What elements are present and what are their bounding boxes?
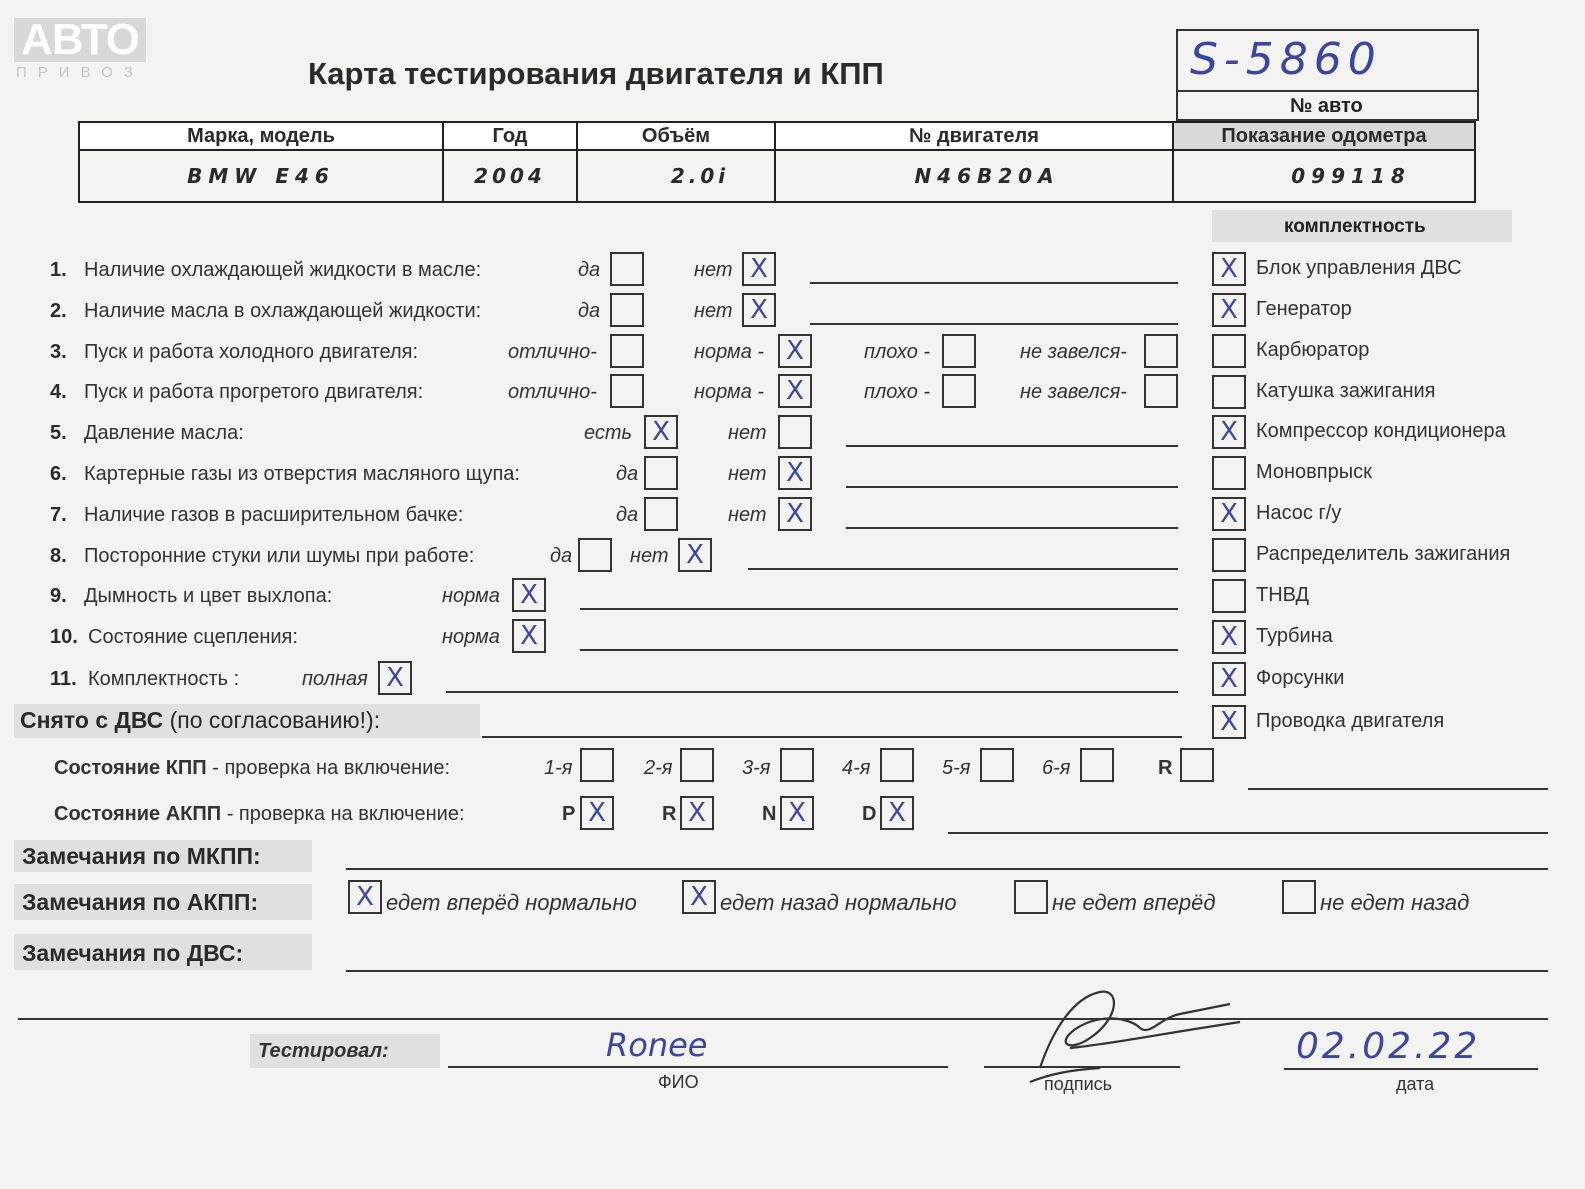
- tested-label: Тестировал:: [258, 1040, 389, 1062]
- akpp-remark-label: едет вперёд нормально: [386, 890, 637, 915]
- kit-item-label: Турбина: [1256, 625, 1333, 647]
- option-checkbox[interactable]: X: [742, 293, 776, 327]
- vehicle-info-table: [78, 121, 1476, 203]
- akpp-remark-label: едет назад нормально: [720, 890, 957, 915]
- option-checkbox[interactable]: X: [512, 578, 546, 612]
- kit-checkbox[interactable]: X: [1212, 252, 1246, 286]
- remarks-dvs-label: Замечания по ДВС:: [22, 940, 244, 966]
- question-number: 9.: [50, 585, 67, 607]
- akpp-label-rest: - проверка на включение:: [221, 803, 465, 825]
- option-label: нет: [694, 300, 733, 322]
- akpp-mode-checkbox[interactable]: X: [780, 796, 814, 830]
- option-checkbox[interactable]: X: [378, 661, 412, 695]
- option-checkbox[interactable]: X: [778, 497, 812, 531]
- option-checkbox[interactable]: [578, 538, 612, 572]
- option-checkbox[interactable]: X: [678, 538, 712, 572]
- sign-label: подпись: [1044, 1074, 1113, 1094]
- kit-checkbox[interactable]: [1212, 538, 1246, 572]
- value-make-model: BMW E46: [79, 150, 443, 202]
- option-label: нет: [728, 504, 767, 526]
- gear-checkbox[interactable]: [1080, 748, 1114, 782]
- option-checkbox[interactable]: [610, 374, 644, 408]
- question-number: 1.: [50, 259, 67, 281]
- option-label: норма -: [694, 341, 765, 363]
- kpp-label: [54, 757, 450, 780]
- col-engine-no: № двигателя: [775, 122, 1173, 150]
- question-text: Давление масла:: [84, 422, 244, 444]
- gear-label: 5-я: [942, 757, 971, 779]
- option-label: полная: [302, 668, 368, 690]
- question-number: 2.: [50, 300, 67, 322]
- gear-checkbox[interactable]: [680, 748, 714, 782]
- kit-title: комплектность: [1284, 216, 1426, 237]
- question-number: 7.: [50, 504, 67, 526]
- gear-label: 3-я: [742, 757, 771, 779]
- option-label: нет: [728, 422, 767, 444]
- akpp-mode-label: N: [762, 803, 777, 825]
- gear-checkbox[interactable]: [880, 748, 914, 782]
- kit-checkbox[interactable]: [1212, 456, 1246, 490]
- kit-checkbox[interactable]: X: [1212, 415, 1246, 449]
- fio-label: ФИО: [658, 1072, 699, 1092]
- option-checkbox[interactable]: [1144, 374, 1178, 408]
- col-volume: Объём: [577, 122, 775, 150]
- removed-label-rest: (по согласованию!):: [163, 707, 381, 733]
- question-number: 11.: [50, 668, 77, 690]
- akpp-mode-checkbox[interactable]: X: [880, 796, 914, 830]
- col-year: Год: [443, 122, 577, 150]
- car-number-value: S-5860: [1190, 34, 1382, 85]
- option-checkbox[interactable]: [610, 334, 644, 368]
- option-label: отлично-: [508, 381, 597, 403]
- kit-checkbox[interactable]: X: [1212, 293, 1246, 327]
- option-label: плохо -: [864, 341, 931, 363]
- date-value: 02.02.22: [1296, 1026, 1481, 1067]
- akpp-mode-checkbox[interactable]: X: [680, 796, 714, 830]
- gear-label: 1-я: [544, 757, 573, 779]
- option-label: да: [616, 463, 639, 485]
- option-label: да: [578, 300, 601, 322]
- removed-label: [20, 707, 380, 734]
- akpp-remark-label: не едет назад: [1320, 890, 1470, 915]
- kit-checkbox[interactable]: X: [1212, 662, 1246, 696]
- question-number: 10.: [50, 626, 78, 648]
- gear-label: R: [1158, 757, 1173, 779]
- akpp-label-bold: Состояние АКПП: [54, 803, 222, 825]
- kit-item-label: ТНВД: [1256, 584, 1310, 606]
- question-number: 5.: [50, 422, 67, 444]
- kit-item-label: Моновпрыск: [1256, 461, 1372, 483]
- option-label: да: [616, 504, 639, 526]
- question-text: Наличие охлаждающей жидкости в масле:: [84, 259, 482, 281]
- question-text: Пуск и работа прогретого двигателя:: [84, 381, 424, 403]
- question-text: Наличие газов в расширительном бачке:: [84, 504, 464, 526]
- kpp-label-bold: Состояние КПП: [54, 757, 207, 779]
- page-title: Карта тестирования двигателя и КПП: [308, 56, 884, 91]
- kit-checkbox[interactable]: X: [1212, 620, 1246, 654]
- option-label: норма: [442, 585, 500, 607]
- col-make-model: Марка, модель: [79, 122, 443, 150]
- kit-checkbox[interactable]: X: [1212, 497, 1246, 531]
- option-label: есть: [584, 422, 633, 444]
- date-label: дата: [1396, 1074, 1435, 1094]
- value-year: 2004: [443, 150, 577, 202]
- question-number: 8.: [50, 545, 67, 567]
- option-label: нет: [694, 259, 733, 281]
- value-engine-no: N46B20A: [775, 150, 1173, 202]
- question-text: Дымность и цвет выхлопа:: [84, 585, 333, 607]
- remarks-akpp-label: Замечания по АКПП:: [22, 889, 259, 915]
- akpp-mode-checkbox[interactable]: X: [580, 796, 614, 830]
- option-label: плохо -: [864, 381, 931, 403]
- question-text: Посторонние стуки или шумы при работе:: [84, 545, 475, 567]
- option-label: отлично-: [508, 341, 597, 363]
- value-volume: 2.0i: [577, 150, 775, 202]
- question-text: Комплектность :: [88, 668, 240, 690]
- option-checkbox[interactable]: [942, 374, 976, 408]
- option-checkbox[interactable]: [610, 252, 644, 286]
- gear-checkbox[interactable]: [580, 748, 614, 782]
- akpp-remark-checkbox[interactable]: X: [682, 880, 716, 914]
- kit-checkbox[interactable]: [1212, 334, 1246, 368]
- fio-value: Ronee: [606, 1026, 708, 1064]
- option-label: не завелся-: [1020, 381, 1127, 403]
- kit-item-label: Компрессор кондиционера: [1256, 420, 1506, 442]
- kpp-label-rest: - проверка на включение:: [206, 757, 451, 779]
- logo: АВТО: [14, 18, 146, 62]
- gear-checkbox[interactable]: [1180, 748, 1214, 782]
- option-checkbox[interactable]: X: [742, 252, 776, 286]
- logo-subtitle: ПРИВОЗ: [16, 64, 144, 81]
- option-checkbox[interactable]: [942, 334, 976, 368]
- option-checkbox[interactable]: X: [778, 456, 812, 490]
- akpp-mode-label: D: [862, 803, 877, 825]
- akpp-remark-checkbox[interactable]: [1282, 880, 1316, 914]
- option-label: не завелся-: [1020, 341, 1127, 363]
- option-checkbox[interactable]: X: [644, 415, 678, 449]
- option-checkbox[interactable]: [610, 293, 644, 327]
- question-text: Пуск и работа холодного двигателя:: [84, 341, 419, 363]
- question-text: Состояние сцепления:: [88, 626, 298, 648]
- option-label: нет: [630, 545, 669, 567]
- akpp-mode-label: R: [662, 803, 677, 825]
- kit-item-label: Насос г/у: [1256, 502, 1342, 524]
- gear-label: 6-я: [1042, 757, 1071, 779]
- remarks-mkpp-label: Замечания по МКПП:: [22, 843, 261, 869]
- gear-checkbox[interactable]: [980, 748, 1014, 782]
- akpp-mode-label: P: [562, 803, 576, 825]
- gear-label: 2-я: [644, 757, 673, 779]
- kit-checkbox[interactable]: X: [1212, 705, 1246, 739]
- car-number-label: № авто: [1290, 95, 1363, 117]
- question-text: Наличие масла в охлаждающей жидкости:: [84, 300, 482, 322]
- akpp-remark-label: не едет вперёд: [1052, 890, 1216, 915]
- option-checkbox[interactable]: [1144, 334, 1178, 368]
- option-label: да: [550, 545, 573, 567]
- akpp-remark-checkbox[interactable]: [1014, 880, 1048, 914]
- kit-item-label: Катушка зажигания: [1256, 380, 1436, 402]
- question-number: 4.: [50, 381, 67, 403]
- value-odometer: 099118: [1173, 150, 1475, 202]
- gear-label: 4-я: [842, 757, 871, 779]
- kit-item-label: Распределитель зажигания: [1256, 543, 1511, 565]
- kit-item-label: Блок управления ДВС: [1256, 257, 1462, 279]
- option-checkbox[interactable]: [644, 456, 678, 490]
- question-number: 3.: [50, 341, 67, 363]
- akpp-remark-checkbox[interactable]: X: [348, 880, 382, 914]
- kit-item-label: Форсунки: [1256, 667, 1345, 689]
- option-checkbox[interactable]: [644, 497, 678, 531]
- kit-checkbox[interactable]: [1212, 579, 1246, 613]
- option-checkbox[interactable]: X: [512, 619, 546, 653]
- col-odometer: Показание одометра: [1173, 122, 1475, 150]
- option-label: нет: [728, 463, 767, 485]
- kit-checkbox[interactable]: [1212, 375, 1246, 409]
- removed-label-bold: Снято с ДВС: [20, 707, 164, 733]
- option-label: да: [578, 259, 601, 281]
- option-checkbox[interactable]: X: [778, 334, 812, 368]
- question-number: 6.: [50, 463, 67, 485]
- option-checkbox[interactable]: X: [778, 374, 812, 408]
- option-label: норма -: [694, 381, 765, 403]
- kit-item-label: Проводка двигателя: [1256, 710, 1445, 732]
- option-label: норма: [442, 626, 500, 648]
- kit-item-label: Карбюратор: [1256, 339, 1370, 361]
- gear-checkbox[interactable]: [780, 748, 814, 782]
- akpp-label: [54, 803, 465, 826]
- kit-item-label: Генератор: [1256, 298, 1352, 320]
- question-text: Картерные газы из отверстия масляного щупа:: [84, 463, 520, 485]
- option-checkbox[interactable]: [778, 415, 812, 449]
